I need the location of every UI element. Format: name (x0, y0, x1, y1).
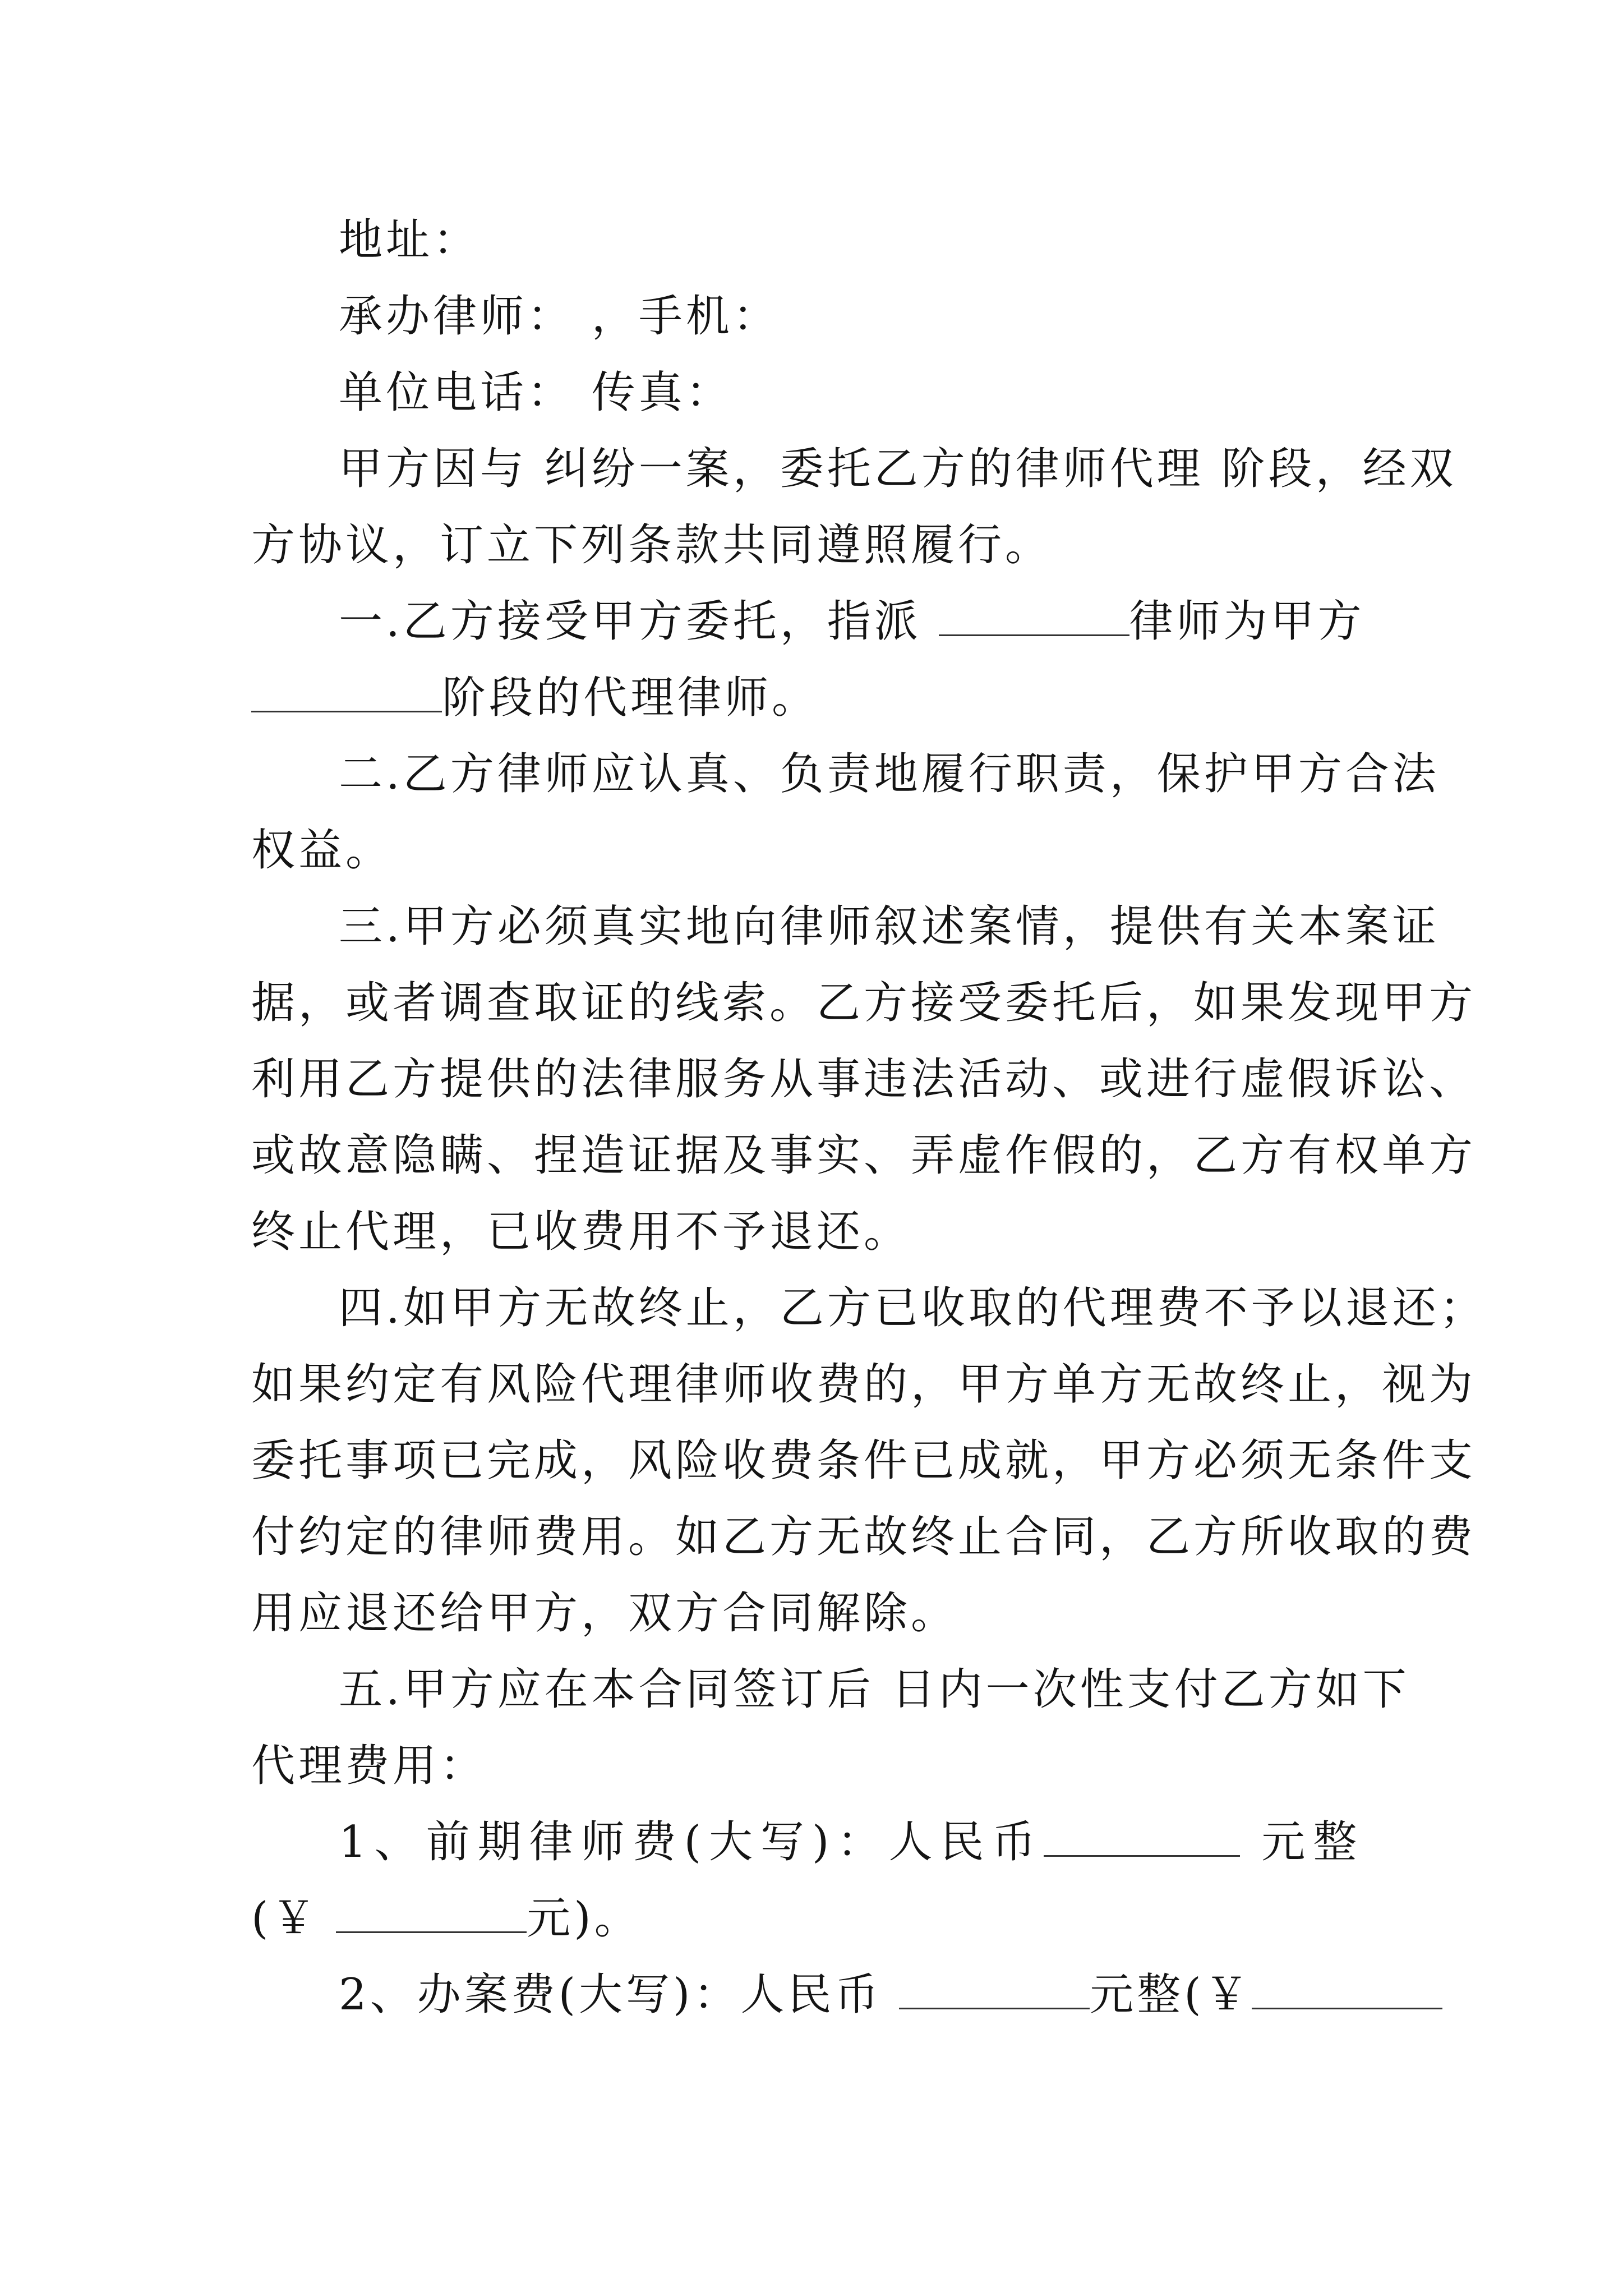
blank-stage (251, 674, 442, 712)
clause-5-line-1: 五.甲方应在本合同签订后 日内一次性支付乙方如下 (339, 1664, 1410, 1715)
blank-fee-1-words (1044, 1818, 1240, 1857)
clause-2-line-2: 权益。 (251, 825, 393, 876)
clause-4-line-2: 如果约定有风险代理律师收费的，甲方单方无故终止，视为 (251, 1359, 1477, 1410)
paragraph-intro-line-2: 方协议，订立下列条款共同遵照履行。 (251, 520, 1053, 570)
clause-3-line-3: 利用乙方提供的法律服务从事违法活动、或进行虚假诉讼、 (251, 1054, 1477, 1105)
fee-item-1-line-1: 1、前期律师费(大写)：人民币 元整 (339, 1817, 1365, 1867)
paragraph-intro-line-1: 甲方因与 纠纷一案，委托乙方的律师代理 阶段，经双 (339, 444, 1457, 494)
fee-item-1-line-2: (￥ 元)。 (251, 1893, 642, 1944)
clause-3-line-4: 或故意隐瞒、捏造证据及事实、弄虚作假的，乙方有权单方 (251, 1130, 1477, 1181)
clause-3-line-2: 据，或者调查取证的线索。乙方接受委托后，如果发现甲方 (251, 978, 1477, 1028)
blank-lawyer-name (939, 597, 1129, 636)
clause-5-line-2: 代理费用： (251, 1741, 487, 1791)
blank-fee-1-number (336, 1894, 527, 1933)
clause-2-line-1: 二.乙方律师应认真、负责地履行职责，保护甲方合法 (339, 749, 1440, 799)
clause-1-line-1: 一.乙方接受甲方委托，指派 律师为甲方 (339, 596, 1365, 647)
blank-fee-2-words (899, 1971, 1090, 2009)
contract-body (251, 202, 1487, 2033)
clause-4-line-4: 付约定的律师费用。如乙方无故终止合同，乙方所收取的费 (251, 1512, 1477, 1562)
clause-4-line-1: 四.如甲方无故终止，乙方已收取的代理费不予以退还； (339, 1283, 1487, 1333)
clause-1-line-2: 阶段的代理律师。 (251, 660, 1373, 736)
clause-4-line-5: 用应退还给甲方，双方合同解除。 (251, 1588, 958, 1639)
clause-4-line-3: 委托事项已完成，风险收费条件已成就，甲方必须无条件支 (251, 1435, 1477, 1486)
lawyer-line: 承办律师： ，手机： (339, 291, 780, 342)
blank-fee-2-number (1252, 1971, 1442, 2009)
phone-fax-line: 单位电话： 传真： (339, 367, 733, 418)
clause-3-line-5: 终止代理，已收费用不予退还。 (251, 1207, 911, 1257)
fee-item-2-line-1: 2、办案费(大写)：人民币 元整(￥ (251, 1957, 1373, 2033)
address-line: 地址： (339, 215, 481, 265)
clause-3-line-1: 三.甲方必须真实地向律师叙述案情，提供有关本案证 (339, 901, 1440, 952)
